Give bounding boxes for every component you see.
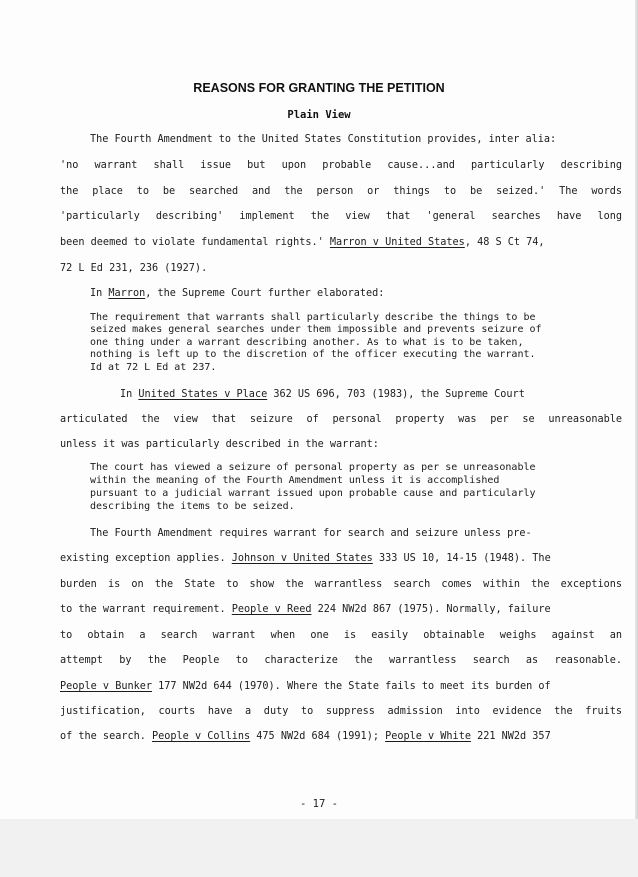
block-quote-line: nothing is left up to the discretion of the officer executing the warrant. <box>90 349 536 360</box>
paragraph-line: 'particularly describing' implement the view that 'general searches have long <box>60 211 622 222</box>
block-quote-line: The court has viewed a seizure of personal property as per se unreasonable <box>90 462 536 473</box>
block-quote-line: pursuant to a judicial warrant issued upon probable cause and particularly <box>90 488 536 499</box>
paragraph-line: In United States v Place 362 US 696, 703 (1983), the Supreme Court <box>120 389 525 400</box>
case-citation: Marron v United States <box>329 237 465 248</box>
paragraph-line: In Marron, the Supreme Court further elaborated: <box>90 288 385 299</box>
paragraph-line: The Fourth Amendment to the United States Constitution provides, inter alia: <box>90 134 557 145</box>
case-citation: Marron <box>108 288 146 299</box>
paragraph-line: to obtain a search warrant when one is easily obtainable weighs against an <box>60 630 622 641</box>
block-quote-line: The requirement that warrants shall particularly describe the things to be <box>90 312 536 323</box>
paragraph-line: attempt by the People to characterize the warrantless search as reasonable. <box>60 655 622 666</box>
paragraph-line: of the search. People v Collins 475 NW2d 684 (1991); People v White 221 NW2d 357 <box>60 731 551 742</box>
paragraph-line: been deemed to violate fundamental rights.' Marron v United States, 48 S Ct 74, <box>60 237 545 248</box>
paragraph-line: justification, courts have a duty to suppress admission into evidence the fruits <box>60 706 622 717</box>
block-quote-line: Id at 72 L Ed at 237. <box>90 362 217 373</box>
page-bottom-margin <box>0 819 638 877</box>
paragraph-line: to the warrant requirement. People v Reed 224 NW2d 867 (1975). Normally, failure <box>60 604 551 615</box>
section-heading: REASONS FOR GRANTING THE PETITION <box>193 81 445 95</box>
paragraph-line: 72 L Ed 231, 236 (1927). <box>60 263 208 274</box>
paragraph-line: 'no warrant shall issue but upon probable cause...and particularly describing <box>60 160 622 171</box>
case-citation: People v Reed <box>231 604 312 615</box>
paragraph-line: The Fourth Amendment requires warrant for search and seizure unless pre- <box>90 528 532 539</box>
case-citation: People v Collins <box>152 731 251 742</box>
case-citation: Johnson v United States <box>231 553 373 564</box>
page-number: - 17 - <box>300 798 338 810</box>
paragraph-line: existing exception applies. Johnson v United States 333 US 10, 14-15 (1948). The <box>60 553 551 564</box>
paragraph-line: People v Bunker 177 NW2d 644 (1970). Where the State fails to meet its burden of <box>60 681 551 692</box>
paragraph-line: burden is on the State to show the warrantless search comes within the exceptions <box>60 579 622 590</box>
block-quote-line: one thing under a warrant describing another. As to what is to be taken, <box>90 337 524 348</box>
case-citation: United States v Place <box>138 389 268 400</box>
paragraph-line: the place to be searched and the person or things to be seized.' The words <box>60 186 622 197</box>
paragraph-line: unless it was particularly described in the warrant: <box>60 439 379 450</box>
paragraph-line: articulated the view that seizure of personal property was per se unreasonable <box>60 414 622 425</box>
block-quote-line: within the meaning of the Fourth Amendment unless it is accomplished <box>90 475 500 486</box>
section-subheading: Plain View <box>287 109 351 121</box>
case-citation: People v White <box>385 731 471 742</box>
block-quote-line: seized makes general searches under them impossible and prevents seizure of <box>90 324 542 335</box>
case-citation: People v Bunker <box>60 681 153 692</box>
block-quote-line: describing the items to be seized. <box>90 501 295 512</box>
